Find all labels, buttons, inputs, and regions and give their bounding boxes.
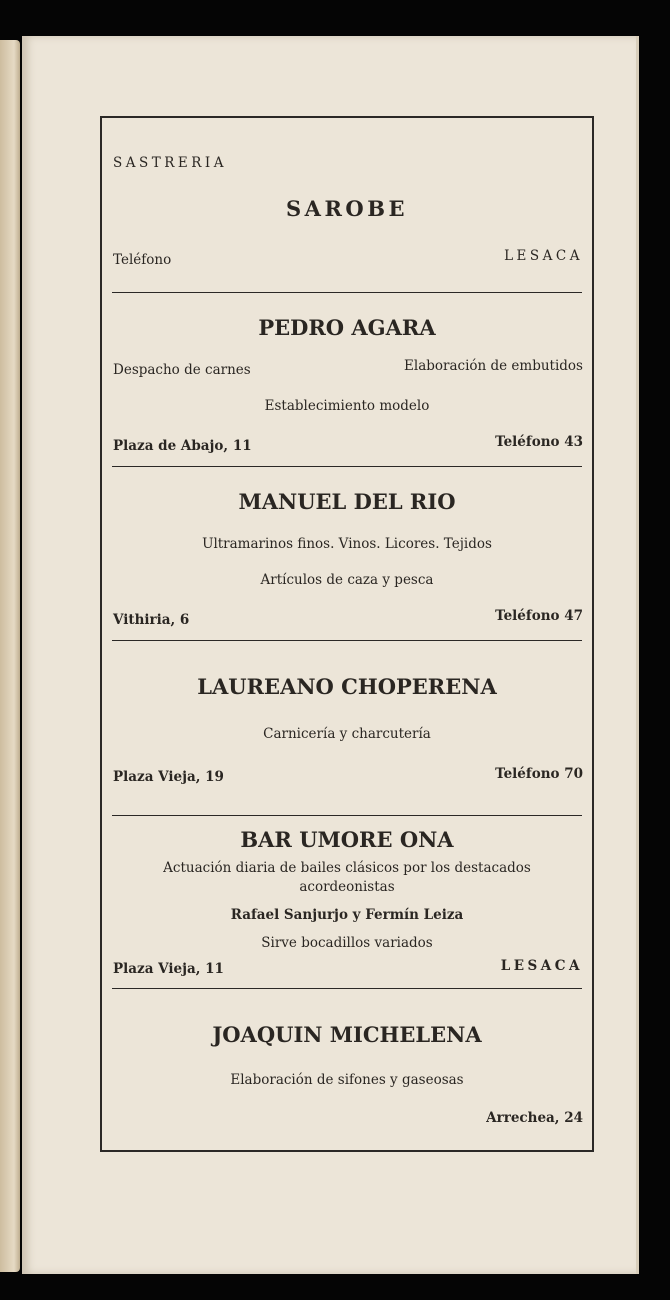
divider [112, 815, 582, 816]
ad-delrio-name: MANUEL DEL RIO [238, 489, 456, 514]
ad-choperena-address: Plaza Vieja, 19 [113, 769, 224, 785]
advertisement-frame [100, 116, 594, 1152]
ad-michelena-address: Arrechea, 24 [486, 1110, 583, 1126]
ad-umoreona-line1b: acordeonistas [299, 879, 395, 895]
divider [112, 292, 582, 293]
ad-umoreona-line2: Rafael Sanjurjo y Fermín Leiza [230, 907, 464, 923]
ad-delrio-phone: Teléfono 47 [495, 608, 583, 624]
ad-delrio-line2: Artículos de caza y pesca [260, 572, 434, 588]
ad-umoreona-name: BAR UMORE ONA [240, 827, 454, 852]
divider [112, 988, 582, 989]
ad-sarobe-name: SAROBE [286, 196, 408, 221]
ad-agara-name: PEDRO AGARA [258, 315, 436, 340]
ad-agara-line-right: Elaboración de embutidos [404, 358, 583, 374]
ad-umoreona-line3: Sirve bocadillos variados [261, 935, 433, 951]
facing-page-edge [0, 40, 20, 1272]
ad-agara-line-center: Establecimiento modelo [264, 398, 430, 414]
ad-michelena-line1: Elaboración de sifones y gaseosas [230, 1072, 464, 1088]
ad-umoreona-town: LESACA [500, 958, 583, 974]
ad-umoreona-address: Plaza Vieja, 11 [113, 961, 224, 977]
ad-agara-line-left: Despacho de carnes [113, 362, 251, 378]
divider [112, 466, 582, 467]
book-page [22, 36, 639, 1274]
ad-sarobe-phone: Teléfono [113, 252, 172, 268]
ad-sarobe-category: SASTRERIA [113, 155, 228, 171]
ad-sarobe-town: LESACA [504, 248, 583, 264]
ad-agara-address: Plaza de Abajo, 11 [113, 438, 252, 454]
ad-delrio-line1: Ultramarinos finos. Vinos. Licores. Tejidos [202, 536, 492, 552]
ad-choperena-line1: Carnicería y charcutería [263, 726, 431, 742]
divider [112, 640, 582, 641]
ad-delrio-address: Vithiria, 6 [113, 612, 190, 628]
ad-agara-phone: Teléfono 43 [495, 434, 583, 450]
ad-choperena-name: LAUREANO CHOPERENA [197, 674, 497, 699]
ad-umoreona-line1a: Actuación diaria de bailes clásicos por los destacados [163, 860, 531, 876]
ad-michelena-name: JOAQUIN MICHELENA [212, 1022, 482, 1047]
ad-choperena-phone: Teléfono 70 [495, 766, 583, 782]
